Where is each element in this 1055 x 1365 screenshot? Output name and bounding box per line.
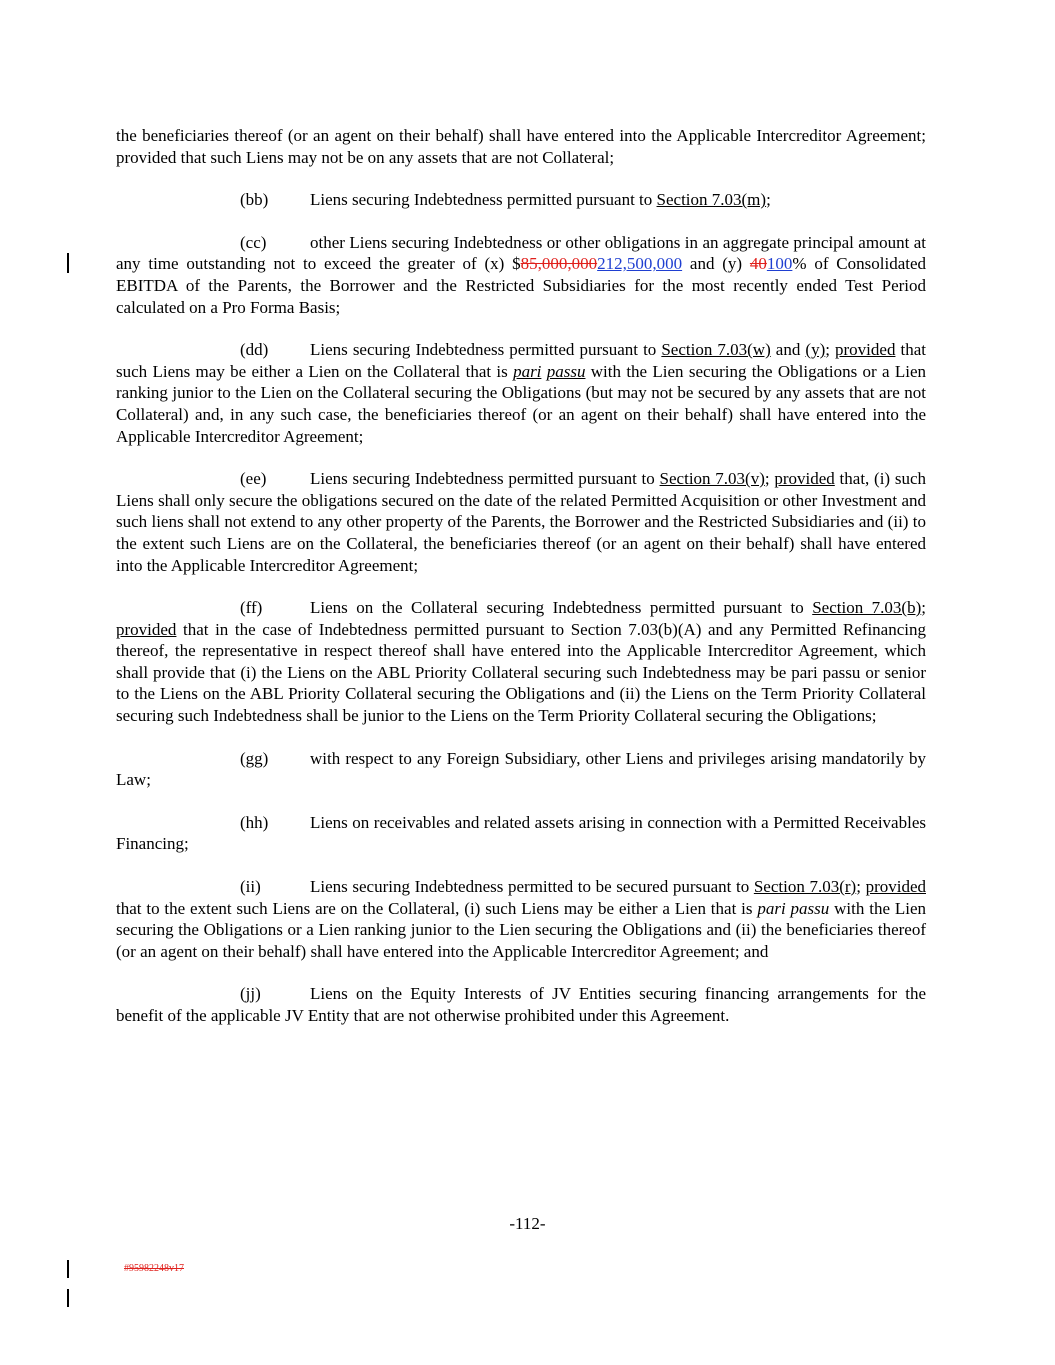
change-bar xyxy=(67,1260,69,1278)
latin-term: pari passu xyxy=(757,898,830,918)
clause-bb: (bb) Liens securing Indebtedness permitted pursuant to Section 7.03(m); xyxy=(240,190,771,210)
clause-gg: (gg) with respect to any Foreign Subsidiary, other Liens and privileges arising mandatorily by Law; xyxy=(116,748,926,790)
clause-jj: (jj) Liens on the Equity Interests of JV Entities securing financing arrangements for the benefit of the applicable JV Entity that are not otherwise prohibited under this Agreement. xyxy=(116,984,926,1025)
provided-term: provided xyxy=(774,469,835,489)
body-text xyxy=(116,125,926,1048)
document-id: #95982248v17 xyxy=(124,1263,184,1274)
provided-term: provided xyxy=(865,877,926,897)
clause-dd: (dd) Liens securing Indebtedness permitted pursuant to Section 7.03(w) and (y); provided that such Liens may be either a Lien on the Collateral that is pari passu with the Lien securing the Obligations or a Lien ranking junior to the Lien on the Collateral securing the Obligations (but may not be secured by any assets that are not Collateral) and, in any such case, the beneficiaries thereof (or an agent on their behalf) shall have entered into the Applicable Intercreditor Agreement; xyxy=(116,340,927,446)
inserted-amount: 212,500,000 xyxy=(597,254,683,274)
section-reference: Section 7.03(w) xyxy=(661,340,771,360)
provided-term: provided xyxy=(116,619,177,639)
section-reference: Section 7.03(m) xyxy=(656,190,767,210)
deleted-percentage: 40 xyxy=(749,254,767,274)
provided-term: provided xyxy=(835,340,896,360)
clause-label: (ii) xyxy=(240,877,261,897)
clause-label: (dd) xyxy=(240,340,269,360)
change-bar xyxy=(67,1289,69,1307)
clause-cc: (cc) other Liens securing Indebtedness or other obligations in an aggregate principal amount at any time outstanding not to exceed the greater of (x) $85,000,000212,500,000 and (y) 40100% of Consolidated EBITDA of the Parents, the Borrower and the Restricted Subsidiaries for the most recently ended Test Period calculated on a Pro Forma Basis; xyxy=(116,232,927,317)
clause-hh: (hh) Liens on receivables and related assets arising in connection with a Permitted Receivables Financing; xyxy=(116,812,926,854)
latin-term: passu xyxy=(546,361,586,381)
clause-label: (bb) xyxy=(240,190,269,210)
clause-label: (gg) xyxy=(240,748,269,768)
clause-label: (hh) xyxy=(240,812,269,832)
clause-ff: (ff) Liens on the Collateral securing Indebtedness permitted pursuant to Section 7.03(b); provided that in the case of Indebtedness permitted pursuant to Section 7.03(b)(A) and any Permitted Refinancing thereof, the representative in respect thereof shall have entered into the Applicable Intercreditor Agreement, which shall provide that (i) the Liens on the ABL Priority Collateral securing such Indebtedness may be pari passu or senior to the Liens on the ABL Priority Collateral securing the Obligations and (ii) the Liens on the Term Priority Collateral securing such Indebtedness shall be junior to the Liens on the Term Priority Collateral securing the Obligations; xyxy=(116,598,926,726)
latin-term: pari xyxy=(513,361,542,381)
clause-ee: (ee) Liens securing Indebtedness permitted pursuant to Section 7.03(v); provided that, (i) such Liens shall only secure the obligations secured on the date of the related Permitted Acquisition or other Investment and such liens shall not extend to any other property of the Parents, the Borrower and the Restricted Subsidiaries and (ii) to the extent such Liens are on the Collateral, the beneficiaries thereof (or an agent on their behalf) shall have entered into the Applicable Intercreditor Agreement; xyxy=(116,469,926,575)
clause-label: (ee) xyxy=(240,469,267,489)
section-reference: (y) xyxy=(805,340,826,360)
page-number: -112- xyxy=(509,1214,546,1233)
clause-label: (cc) xyxy=(240,232,267,252)
deleted-amount: 85,000,000 xyxy=(520,254,598,274)
change-bar xyxy=(67,253,69,273)
clause-ii: (ii) Liens securing Indebtedness permitted to be secured pursuant to Section 7.03(r); provided that to the extent such Liens are on the Collateral, (i) such Liens may be either a Lien that is pari passu with the Lien securing the Obligations or a Lien ranking junior to the Lien securing the Obligations and (ii) the beneficiaries thereof (or an agent on their behalf) shall have entered into the Applicable Intercreditor Agreement; and xyxy=(116,877,927,961)
section-reference: Section 7.03(v) xyxy=(659,469,765,489)
section-reference: Section 7.03(r) xyxy=(753,877,857,897)
clause-label: (ff) xyxy=(240,598,263,618)
inserted-percentage: 100 xyxy=(766,254,793,274)
section-reference: Section 7.03(b) xyxy=(812,598,922,618)
clause-label: (jj) xyxy=(240,984,261,1004)
intro-paragraph: the beneficiaries thereof (or an agent on their behalf) shall have entered into the Applicable Intercreditor Agreement; provided that such Liens may not be on any assets that are not Collateral; xyxy=(116,126,926,167)
